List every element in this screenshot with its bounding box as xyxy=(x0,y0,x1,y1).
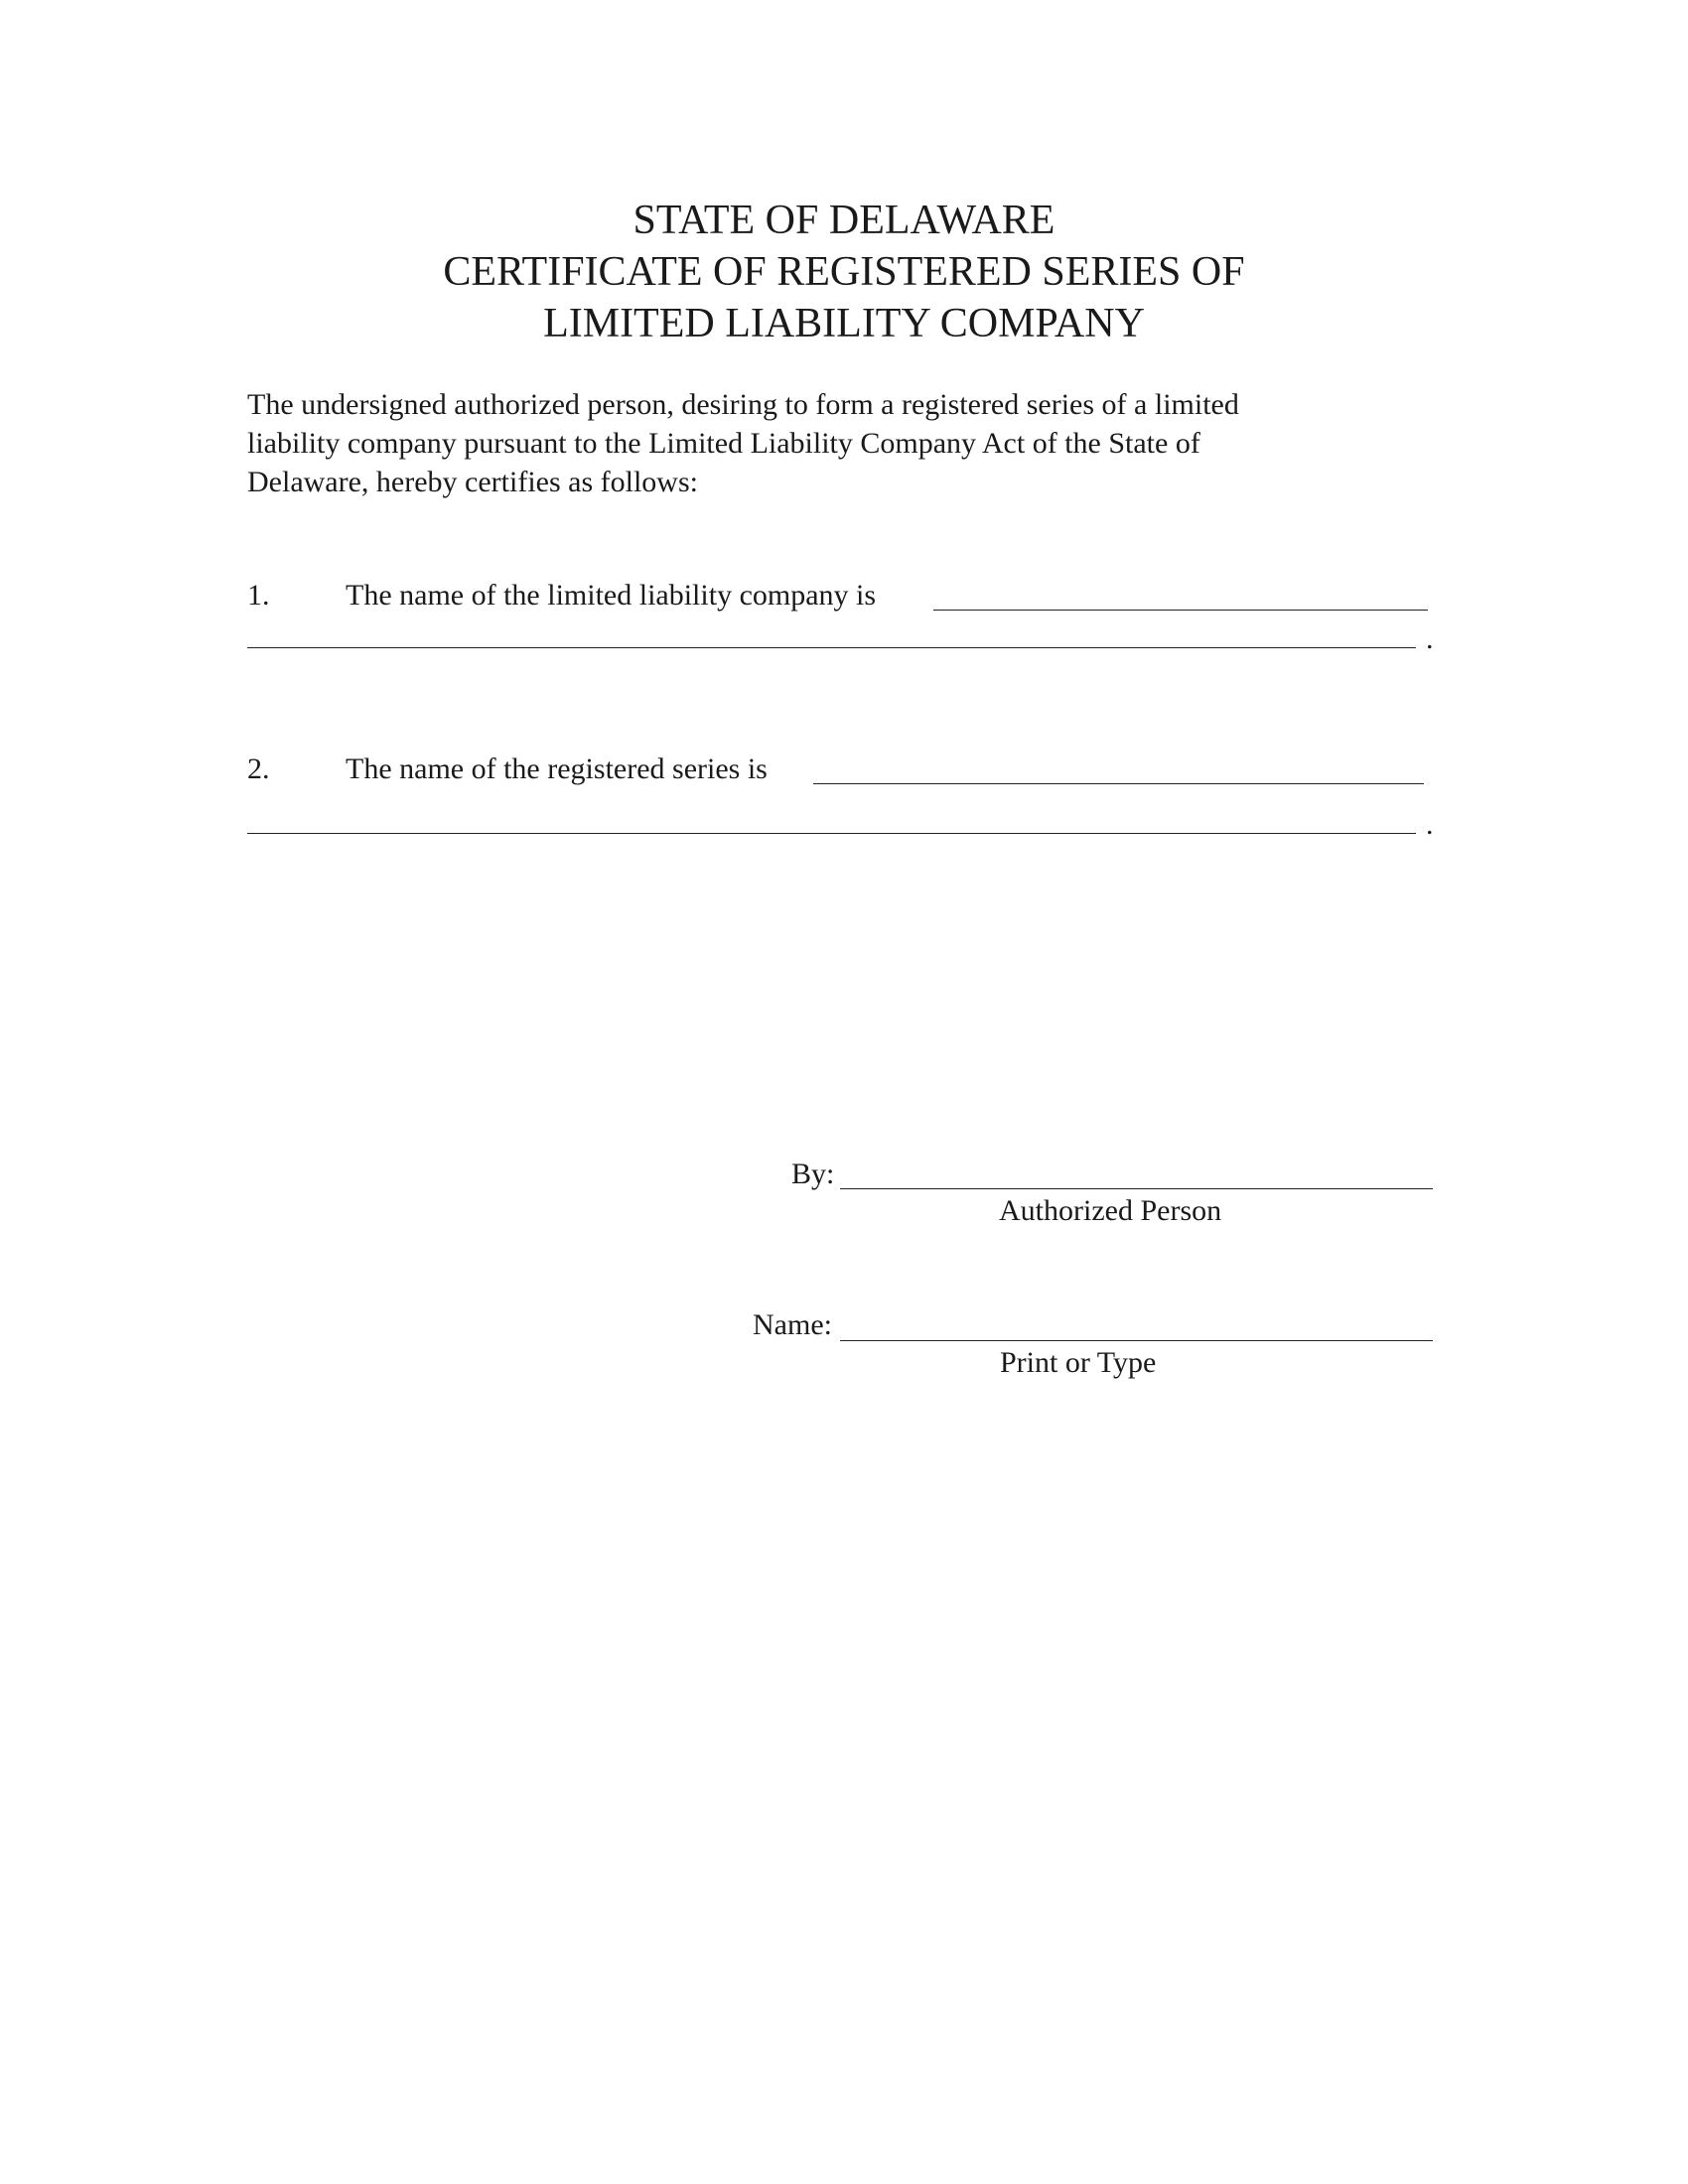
intro-line-3: Delaware, hereby certifies as follows: xyxy=(247,466,698,498)
series-name-field-line-1[interactable] xyxy=(813,783,1424,784)
name-label: Name: xyxy=(753,1308,832,1341)
item-number: 2. xyxy=(247,752,270,785)
item-end-mark: . xyxy=(1426,622,1434,655)
item-end-mark: . xyxy=(1426,808,1434,841)
printed-name-caption: Print or Type xyxy=(1000,1346,1157,1379)
document-title xyxy=(0,195,1688,349)
company-name-field-line-2[interactable] xyxy=(247,647,1416,648)
intro-paragraph xyxy=(247,385,1439,501)
signature-caption: Authorized Person xyxy=(999,1194,1222,1227)
intro-line-2: liability company pursuant to the Limited Liability Company Act of the State of xyxy=(247,427,1200,460)
item-number: 1. xyxy=(247,579,270,612)
by-label: By: xyxy=(791,1158,835,1190)
intro-line-1: The undersigned authorized person, desiring to form a registered series of a limited xyxy=(247,388,1239,421)
item-label: The name of the registered series is xyxy=(346,752,768,785)
title-line-state: STATE OF DELAWARE xyxy=(633,198,1055,243)
printed-name-field[interactable] xyxy=(840,1340,1433,1341)
title-line-company: LIMITED LIABILITY COMPANY xyxy=(543,301,1145,346)
company-name-field-line-1[interactable] xyxy=(933,610,1428,611)
signature-field[interactable] xyxy=(840,1188,1433,1189)
item-label: The name of the limited liability company is xyxy=(346,579,877,612)
title-line-certificate: CERTIFICATE OF REGISTERED SERIES OF xyxy=(443,249,1245,295)
series-name-field-line-2[interactable] xyxy=(247,833,1416,834)
